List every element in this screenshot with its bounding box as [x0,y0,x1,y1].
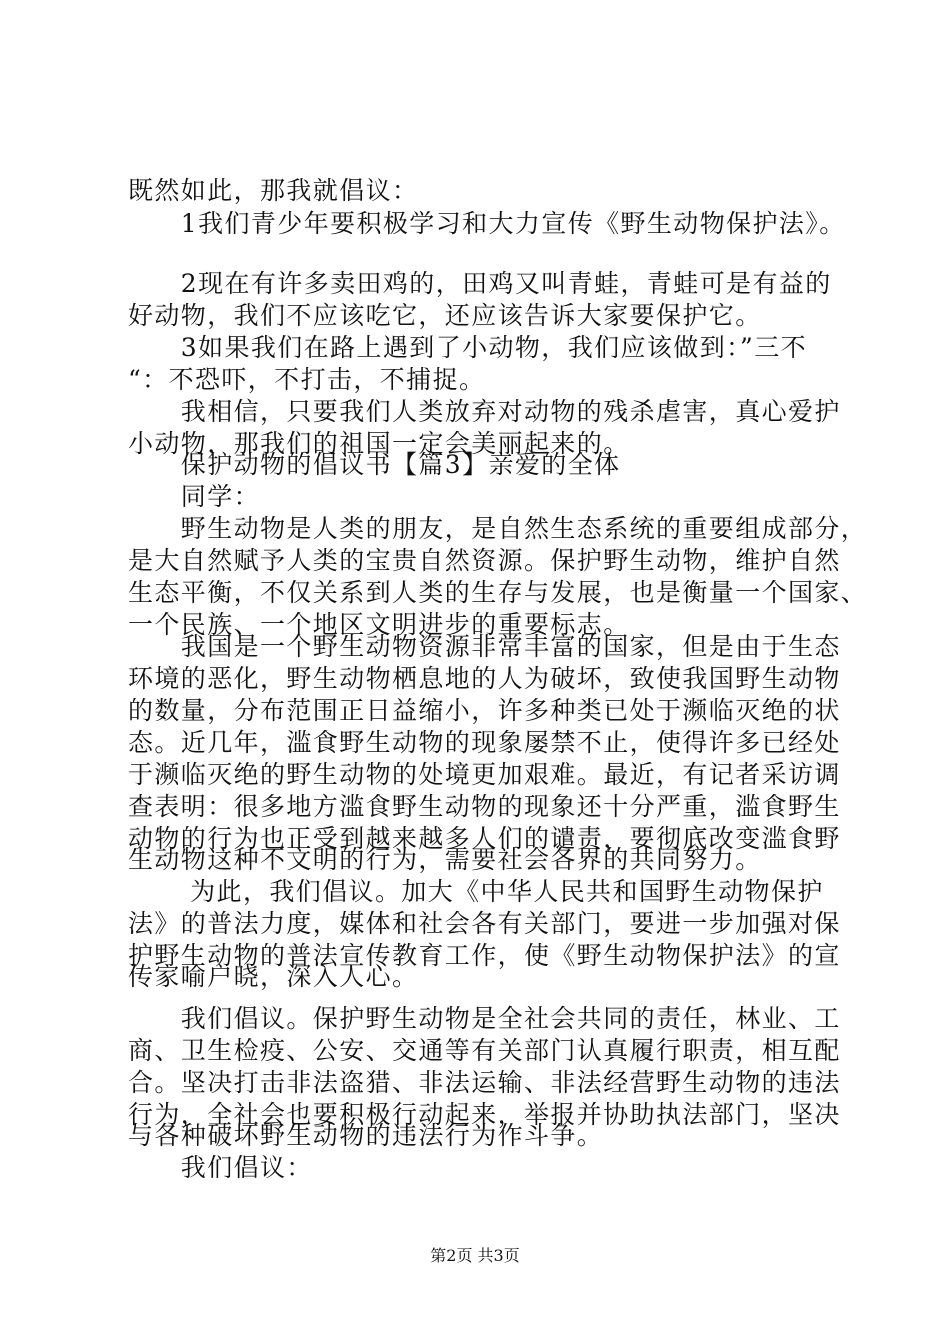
text-line: 我们倡议。保护野生动物是全社会共同的责任，林业、工 [128,1004,841,1033]
text-line: 3如果我们在路上遇到了小动物，我们应该做到：”三不 [128,333,807,362]
text-line: 法》的普法力度，媒体和社会各有关部门，要进一步加强对保 [128,909,841,938]
text-line: 传家喻户晓，深入人心。 [128,962,419,991]
text-line: 行为，全社会也要积极行动起来，举报并协助执法部门，坚决 [128,1100,841,1129]
salutation: 同学： [128,482,261,511]
text-line: 2现在有许多卖田鸡的，田鸡又叫青蛙，青蛙可是有益的 [128,269,832,298]
text-line: 既然如此，那我就倡议： [128,176,419,205]
text-line: 商、卫生检疫、公安、交通等有关部门认真履行职责，相互配 [128,1036,841,1065]
text-line: 合。坚决打击非法盗猎、非法运输、非法经营野生动物的违法 [128,1068,841,1097]
text-line: 动物的行为也正受到越来越多人们的谴责，要彻底改变滥食野 [128,824,841,853]
text-line: 我相信，只要我们人类放弃对动物的残杀虐害，真心爱护 [128,397,841,426]
text-line: 野生动物是人类的朋友，是自然生态系统的重要组成部分， [128,514,868,543]
text-line: 的数量，分布范围正日益缩小，许多种类已处于濒临灭绝的状 [128,696,841,725]
text-line: 态。近几年，滥食野生动物的现象屡禁不止，使得许多已经处 [128,728,841,757]
text-line: 是大自然赋予人类的宝贵自然资源。保护野生动物，维护自然 [128,546,841,575]
section-heading: 保护动物的倡议书【篇3】亲爱的全体 [128,450,621,479]
text-line: 好动物，我们不应该吃它，还应该告诉大家要保护它。 [128,301,762,330]
text-line: 生态平衡，不仅关系到人类的生存与发展，也是衡量一个国家、 [128,578,868,607]
text-line: 生动物这种不文明的行为，需要社会各界的共同努力。 [128,845,762,874]
text-line: 环境的恶化，野生动物栖息地的人为破坏，致使我国野生动物 [128,664,841,693]
text-line: 我国是一个野生动物资源非常丰富的国家，但是由于生态 [128,632,841,661]
text-line: 小动物，那我们的祖国一定会美丽起来的。 [128,429,630,458]
text-line: 查表明：很多地方滥食野生动物的现象还十分严重，滥食野生 [128,792,841,821]
text-line: 一个民族、一个地区文明进步的重要标志。 [128,610,630,639]
text-line: 于濒临灭绝的野生动物的处境更加艰难。最近，有记者采访调 [128,760,841,789]
text-line: 1我们青少年要积极学习和大力宣传《野生动物保护法》。 [128,209,846,238]
text-line: 护野生动物的普法宣传教育工作，使《野生动物保护法》的宣 [128,941,841,970]
page-footer: 第2页 共3页 [430,1246,520,1265]
text-line: 我们倡议： [128,1153,313,1182]
text-line: 为此，我们倡议。加大《中华人民共和国野生动物保护 [128,877,824,906]
text-line: “：不恐吓，不打击，不捕捉。 [128,365,486,394]
text-line: 与各种破坏野生动物的违法行为作斗争。 [128,1121,604,1150]
